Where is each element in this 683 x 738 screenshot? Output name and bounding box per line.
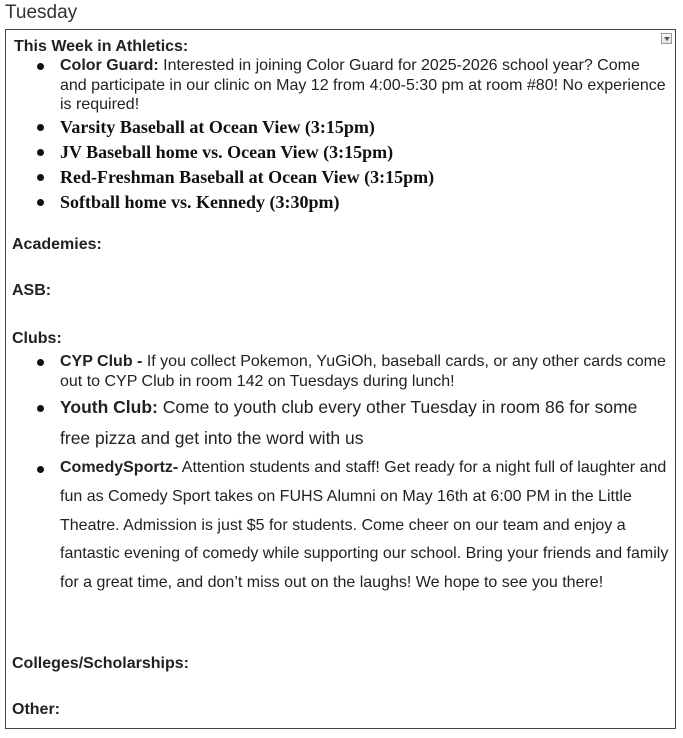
announcements-panel [5, 29, 676, 729]
bullet-icon [37, 359, 44, 366]
comedysportz-text: Attention students and staff! Get ready for a night full of laughter and fun as Comedy Sport takes on FUHS Alumni on May 16th at 6:00 PM in the Little Theatre. Admission is just $5 for students. Come cheer on our team and enjoy a fantastic evening of comedy while supporting our school. Bring your friends and family for a great time, and don’t miss out on the laughs! We hope to see you there! [60, 459, 669, 592]
list-item-youth-club [60, 392, 664, 454]
list-item-color-guard [60, 56, 666, 115]
color-guard-label: Color Guard: [60, 57, 159, 74]
day-title: Tuesday [5, 2, 78, 23]
list-item-comedysportz [60, 454, 672, 598]
bullet-icon [37, 149, 44, 156]
game-item-freshman-baseball: Red-Freshman Baseball at Ocean View (3:15pm) [60, 167, 435, 187]
bullet-icon [37, 466, 44, 473]
youth-club-label: Youth Club: [60, 397, 158, 417]
bullet-icon [37, 199, 44, 206]
athletics-heading: This Week in Athletics: [14, 38, 189, 55]
youth-club-text: Come to youth club every other Tuesday in room 86 for some free pizza and get into the word with us [60, 397, 638, 448]
game-item-jv-baseball: JV Baseball home vs. Ocean View (3:15pm) [60, 142, 394, 162]
cyp-club-text: If you collect Pokemon, YuGiOh, baseball cards, or any other cards come out to CYP Club in room 142 on Tuesdays during lunch! [60, 353, 666, 390]
list-item-cyp-club [60, 352, 672, 391]
bullet-icon [37, 405, 44, 412]
academies-heading: Academies: [12, 236, 102, 253]
game-item-varsity-baseball: Varsity Baseball at Ocean View (3:15pm) [60, 117, 375, 137]
colleges-heading: Colleges/Scholarships: [12, 655, 189, 672]
asb-heading: ASB: [12, 282, 52, 299]
comedysportz-label: ComedySportz- [60, 459, 179, 476]
bullet-icon [37, 174, 44, 181]
cyp-club-label: CYP Club - [60, 353, 147, 370]
color-guard-text: Interested in joining Color Guard for 2025-2026 school year? Come and participate in our clinic on May 12 from 4:00-5:30 pm at room #80! No experience is required! [60, 57, 666, 113]
game-item-softball: Softball home vs. Kennedy (3:30pm) [60, 192, 340, 212]
dropdown-toggle-icon[interactable] [661, 33, 672, 44]
bullet-icon [37, 124, 44, 131]
clubs-heading: Clubs: [12, 330, 62, 347]
other-heading: Other: [12, 701, 60, 718]
bullet-icon [37, 63, 44, 70]
